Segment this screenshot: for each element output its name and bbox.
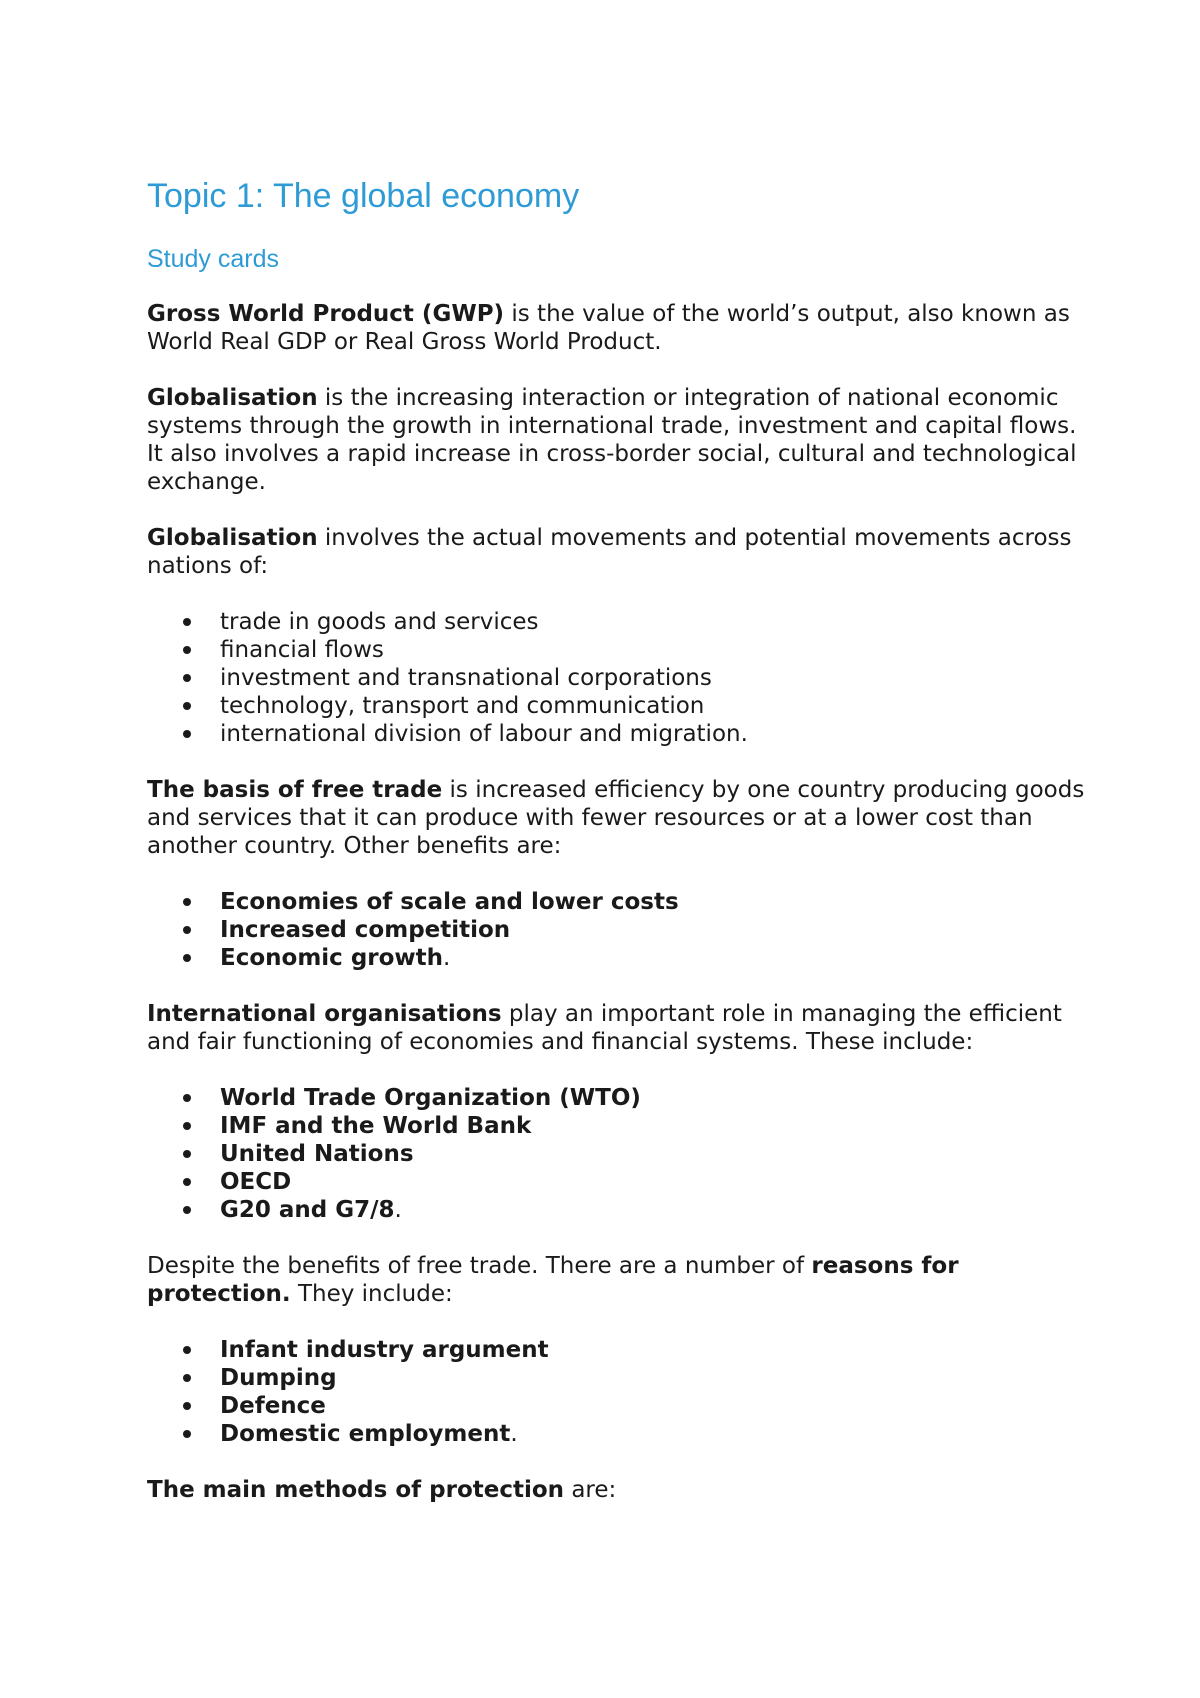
international-organisations-list bbox=[147, 1084, 1087, 1224]
list-item: international division of labour and migration. bbox=[147, 720, 1087, 748]
list-item: United Nations bbox=[147, 1140, 1087, 1168]
bullet-icon bbox=[183, 618, 191, 626]
list-item: Economic growth. bbox=[147, 944, 1087, 972]
free-trade-text: is increased efficiency by one country producing goods and services that it can produce with fewer resources or at a lower cost than another country. Other benefits are: bbox=[147, 777, 1085, 859]
list-item: Increased competition bbox=[147, 916, 1087, 944]
bullet-icon bbox=[183, 1150, 191, 1158]
globalisation-involves-text: involves the actual movements and potential movements across nations of: bbox=[147, 525, 1072, 579]
list-item: OECD bbox=[147, 1168, 1087, 1196]
section-subtitle: Study cards bbox=[147, 245, 280, 273]
list-item: G20 and G7/8. bbox=[147, 1196, 1087, 1224]
international-organisations bbox=[147, 1000, 1087, 1056]
reasons-for-protection: Despite the benefits of free trade. There are a number of reasons for protection. They include: bbox=[147, 1253, 959, 1307]
bullet-icon bbox=[183, 1122, 191, 1130]
globalisation-text: is the increasing interaction or integration of national economic systems through the growth in international trade, investment and capital flows. It also involves a rapid increase in cross-border social, cultural and technological exchange. bbox=[147, 385, 1077, 495]
list-item: Domestic employment. bbox=[147, 1420, 1087, 1448]
list-item: trade in goods and services bbox=[147, 608, 1087, 636]
bullet-icon bbox=[183, 1178, 191, 1186]
intl-orgs-text: play an important role in managing the efficient and fair functioning of economies and financial systems. These include: bbox=[147, 1001, 1062, 1055]
gwp-text: is the value of the world’s output, also known as World Real GDP or Real Gross World Product. bbox=[147, 301, 1070, 355]
methods-term: The main methods of protection bbox=[147, 1477, 565, 1503]
globalisation-definition bbox=[147, 384, 1087, 496]
bullet-icon bbox=[183, 730, 191, 738]
globalisation-involves bbox=[147, 524, 1087, 580]
list-item: investment and transnational corporations bbox=[147, 664, 1087, 692]
bullet-icon bbox=[183, 1402, 191, 1410]
free-trade-term: The basis of free trade bbox=[147, 777, 443, 803]
list-item: financial flows bbox=[147, 636, 1087, 664]
methods-of-protection: The main methods of protection are: bbox=[147, 1477, 617, 1503]
bullet-icon bbox=[183, 926, 191, 934]
bullet-icon bbox=[183, 674, 191, 682]
bullet-icon bbox=[183, 702, 191, 710]
globalisation-involves-term: Globalisation bbox=[147, 525, 318, 551]
globalisation-term: Globalisation bbox=[147, 385, 318, 411]
gwp-definition bbox=[147, 300, 1087, 356]
free-trade-benefits-list bbox=[147, 888, 1087, 972]
reasons-term: reasons for protection. bbox=[147, 1253, 959, 1307]
bullet-icon bbox=[183, 646, 191, 654]
bullet-icon bbox=[183, 1206, 191, 1214]
bullet-icon bbox=[183, 1094, 191, 1102]
list-item: technology, transport and communication bbox=[147, 692, 1087, 720]
bullet-icon bbox=[183, 898, 191, 906]
list-item: World Trade Organization (WTO) bbox=[147, 1084, 1087, 1112]
bullet-icon bbox=[183, 1430, 191, 1438]
list-item: Dumping bbox=[147, 1364, 1087, 1392]
list-item: Infant industry argument bbox=[147, 1336, 1087, 1364]
list-item: Economies of scale and lower costs bbox=[147, 888, 1087, 916]
list-item: IMF and the World Bank bbox=[147, 1112, 1087, 1140]
page-title: Topic 1: The global economy bbox=[147, 177, 580, 215]
bullet-icon bbox=[183, 1374, 191, 1382]
bullet-icon bbox=[183, 954, 191, 962]
bullet-icon bbox=[183, 1346, 191, 1354]
globalisation-list bbox=[147, 608, 1087, 748]
free-trade-basis bbox=[147, 776, 1087, 860]
intl-orgs-term: International organisations bbox=[147, 1001, 502, 1027]
gwp-term: Gross World Product (GWP) bbox=[147, 301, 505, 327]
reasons-for-protection-list bbox=[147, 1336, 1087, 1448]
list-item: Defence bbox=[147, 1392, 1087, 1420]
document-page bbox=[147, 170, 1087, 1504]
